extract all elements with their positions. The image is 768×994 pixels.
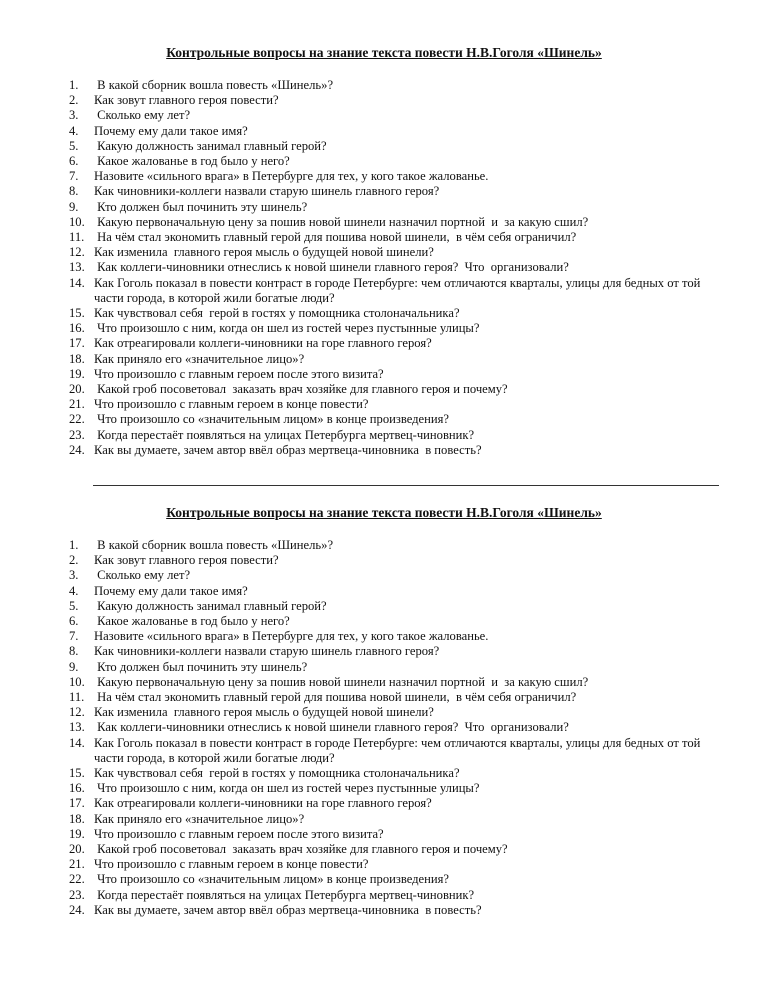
list-item (69, 428, 719, 443)
question-number: 3. (69, 108, 79, 123)
list-item (69, 705, 719, 720)
question-text: Как изменила главного героя мысль о будущей новой шинели? (94, 245, 434, 260)
question-text: Какую должность занимал главный герой? (94, 138, 327, 153)
list-item (69, 276, 719, 306)
question-number: 12. (69, 245, 85, 260)
question-number: 7. (69, 629, 79, 644)
question-text: Что произошло с ним, когда он шел из гостей через пустынные улицы? (94, 321, 480, 336)
question-text: Как зовут главного героя повести? (94, 93, 279, 108)
list-item (69, 872, 719, 887)
question-number: 7. (69, 169, 79, 184)
question-number: 1. (69, 538, 79, 552)
question-number: 10. (69, 674, 85, 689)
question-number: 8. (69, 184, 79, 199)
question-text: Назовите «сильного врага» в Петербурге для тех, у кого такое жалованье. (94, 629, 489, 644)
question-number: 2. (69, 553, 79, 568)
list-item (69, 184, 719, 199)
question-list (69, 78, 719, 458)
question-number: 9. (69, 659, 79, 674)
list-item (69, 842, 719, 857)
question-text: Кто должен был починить эту шинель? (94, 659, 308, 674)
list-item (69, 108, 719, 123)
question-number: 13. (69, 260, 85, 275)
question-number: 15. (69, 306, 85, 321)
question-number: 21. (69, 397, 85, 412)
question-number: 6. (69, 154, 79, 169)
list-item (69, 553, 719, 568)
page-title: Контрольные вопросы на знание текста повести Н.В.Гоголя «Шинель» (166, 505, 602, 520)
list-item (69, 215, 719, 230)
question-text: На чём стал экономить главный герой для пошива новой шинели, в чём себя ограничил? (94, 690, 577, 705)
question-text: Назовите «сильного врага» в Петербурге для тех, у кого такое жалованье. (94, 169, 489, 184)
question-number: 15. (69, 766, 85, 781)
question-number: 3. (69, 568, 79, 583)
list-item (69, 397, 719, 412)
question-number: 11. (69, 690, 85, 705)
question-number: 14. (69, 735, 85, 750)
question-text: Какое жалованье в год было у него? (94, 154, 290, 169)
question-text: Что произошло со «значительным лицом» в конце произведения? (94, 872, 449, 887)
question-number: 16. (69, 781, 85, 796)
list-item (69, 568, 719, 583)
question-number: 18. (69, 811, 85, 826)
question-text: Как изменила главного героя мысль о будущей новой шинели? (94, 705, 434, 720)
question-number: 22. (69, 412, 85, 427)
question-number: 21. (69, 857, 85, 872)
list-item (69, 352, 719, 367)
question-number: 8. (69, 644, 79, 659)
list-item (69, 306, 719, 321)
question-text: В какой сборник вошла повесть «Шинель»? (94, 538, 334, 552)
list-item (69, 690, 719, 705)
question-number: 20. (69, 382, 85, 397)
question-text: Что произошло с главным героем после этого визита? (94, 826, 384, 841)
question-number: 5. (69, 138, 79, 153)
question-text: Какую первоначальную цену за пошив новой шинели назначил портной и за какую сшил? (94, 674, 589, 689)
list-item (69, 675, 719, 690)
question-text: Как Гоголь показал в повести контраст в городе Петербурге: чем отличаются кварталы, улицы для бедных от той части города, в которой жили богатые люди? (94, 735, 704, 765)
question-number: 24. (69, 442, 85, 457)
question-text: Как чиновники-коллеги назвали старую шинель главного героя? (94, 184, 440, 199)
question-number: 14. (69, 275, 85, 290)
list-item (69, 599, 719, 614)
list-item (69, 382, 719, 397)
question-text: На чём стал экономить главный герой для пошива новой шинели, в чём себя ограничил? (94, 230, 577, 245)
question-text: Почему ему дали такое имя? (94, 583, 248, 598)
question-text: Кто должен был починить эту шинель? (94, 199, 308, 214)
list-item (69, 629, 719, 644)
question-text: Какой гроб посоветовал заказать врач хозяйке для главного героя и почему? (94, 842, 508, 857)
question-text: Как вы думаете, зачем автор ввёл образ мертвеца-чиновника в повесть? (94, 902, 482, 917)
list-item (69, 124, 719, 139)
question-text: Как чиновники-коллеги назвали старую шинель главного героя? (94, 644, 440, 659)
list-item (69, 154, 719, 169)
list-item (69, 78, 719, 93)
list-item (69, 827, 719, 842)
question-number: 2. (69, 93, 79, 108)
question-text: Когда перестаёт появляться на улицах Петербурга мертвец-чиновник? (94, 427, 475, 442)
question-text: Сколько ему лет? (94, 568, 191, 583)
question-number: 23. (69, 427, 85, 442)
question-text: Как коллеги-чиновники отнеслись к новой шинели главного героя? Что организовали? (94, 720, 569, 735)
question-number: 20. (69, 842, 85, 857)
question-text: Как Гоголь показал в повести контраст в городе Петербурге: чем отличаются кварталы, улицы для бедных от той части города, в которой жили богатые люди? (94, 275, 704, 305)
question-text: Когда перестаёт появляться на улицах Петербурга мертвец-чиновник? (94, 887, 475, 902)
question-text: Что произошло с главным героем в конце повести? (94, 857, 369, 872)
list-item (69, 443, 719, 458)
question-sheet-top (0, 44, 768, 458)
question-text: Почему ему дали такое имя? (94, 123, 248, 138)
list-item (69, 796, 719, 811)
question-text: Как зовут главного героя повести? (94, 553, 279, 568)
question-number: 19. (69, 826, 85, 841)
list-item (69, 644, 719, 659)
question-sheet-bottom (0, 504, 768, 918)
list-item (69, 169, 719, 184)
question-text: В какой сборник вошла повесть «Шинель»? (94, 78, 334, 92)
list-item (69, 260, 719, 275)
question-number: 17. (69, 796, 85, 811)
question-text: Как чувствовал себя герой в гостях у помощника столоначальника? (94, 306, 460, 321)
list-item (69, 720, 719, 735)
question-number: 23. (69, 887, 85, 902)
list-item (69, 781, 719, 796)
question-text: Как отреагировали коллеги-чиновники на горе главного героя? (94, 796, 432, 811)
question-list (69, 538, 719, 918)
list-item (69, 139, 719, 154)
question-text: Какое жалованье в год было у него? (94, 614, 290, 629)
question-text: Какую первоначальную цену за пошив новой шинели назначил портной и за какую сшил? (94, 214, 589, 229)
list-item (69, 336, 719, 351)
question-text: Что произошло со «значительным лицом» в конце произведения? (94, 412, 449, 427)
list-item (69, 230, 719, 245)
question-number: 4. (69, 123, 79, 138)
question-number: 4. (69, 583, 79, 598)
list-item (69, 614, 719, 629)
question-number: 1. (69, 78, 79, 92)
question-number: 16. (69, 321, 85, 336)
question-text: Какую должность занимал главный герой? (94, 598, 327, 613)
list-item (69, 321, 719, 336)
question-text: Как отреагировали коллеги-чиновники на горе главного героя? (94, 336, 432, 351)
list-item (69, 245, 719, 260)
list-item (69, 412, 719, 427)
list-item (69, 736, 719, 766)
question-number: 24. (69, 902, 85, 917)
list-item (69, 584, 719, 599)
question-number: 10. (69, 214, 85, 229)
list-item (69, 93, 719, 108)
question-number: 19. (69, 366, 85, 381)
question-number: 9. (69, 199, 79, 214)
list-item (69, 888, 719, 903)
question-text: Какой гроб посоветовал заказать врач хозяйке для главного героя и почему? (94, 382, 508, 397)
question-number: 11. (69, 230, 85, 245)
cut-line-divider (93, 485, 719, 486)
question-number: 22. (69, 872, 85, 887)
question-number: 13. (69, 720, 85, 735)
list-item (69, 538, 719, 553)
question-number: 12. (69, 705, 85, 720)
question-number: 6. (69, 614, 79, 629)
question-text: Как коллеги-чиновники отнеслись к новой шинели главного героя? Что организовали? (94, 260, 569, 275)
question-text: Сколько ему лет? (94, 108, 191, 123)
list-item (69, 903, 719, 918)
question-number: 17. (69, 336, 85, 351)
question-text: Как чувствовал себя герой в гостях у помощника столоначальника? (94, 766, 460, 781)
page-title: Контрольные вопросы на знание текста повести Н.В.Гоголя «Шинель» (166, 45, 602, 60)
list-item (69, 660, 719, 675)
list-item (69, 857, 719, 872)
question-text: Что произошло с ним, когда он шел из гостей через пустынные улицы? (94, 781, 480, 796)
question-text: Как приняло его «значительное лицо»? (94, 811, 305, 826)
list-item (69, 812, 719, 827)
list-item (69, 367, 719, 382)
list-item (69, 200, 719, 215)
question-text: Как приняло его «значительное лицо»? (94, 351, 305, 366)
question-text: Что произошло с главным героем после этого визита? (94, 366, 384, 381)
question-text: Что произошло с главным героем в конце повести? (94, 397, 369, 412)
question-number: 5. (69, 598, 79, 613)
list-item (69, 766, 719, 781)
question-text: Как вы думаете, зачем автор ввёл образ мертвеца-чиновника в повесть? (94, 442, 482, 457)
question-number: 18. (69, 351, 85, 366)
